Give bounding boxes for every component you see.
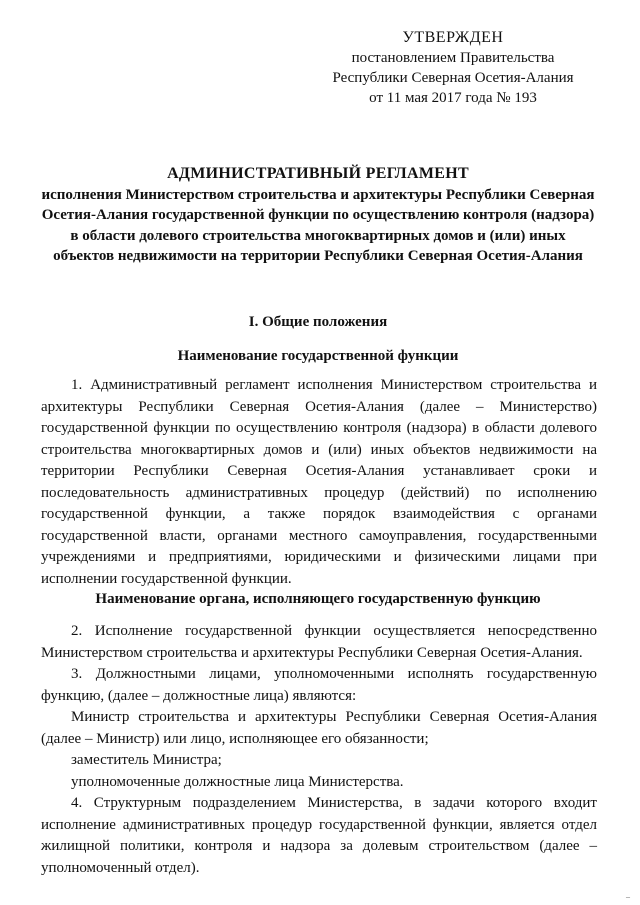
paragraph-3: 3. Должностными лицами, уполномоченными исполнять государственную функцию, (далее – должностные лица) являются: [41, 666, 597, 704]
approval-line-1: постановлением Правительства [351, 50, 555, 66]
scan-mark: – [626, 892, 630, 901]
approval-line-2: Республики Северная Осетия-Алания [332, 70, 574, 86]
paragraph-3-item-minister: Министр строительства и архитектуры Республики Северная Осетия-Алания (далее – Министр) или лицо, исполняющее его обязанности; [41, 709, 597, 747]
subsection-heading-executing-body: Наименование органа, исполняющего государственную функцию [95, 591, 541, 607]
approval-stamp-block [318, 28, 588, 108]
document-title: АДМИНИСТРАТИВНЫЙ РЕГЛАМЕНТ [167, 165, 469, 182]
approval-line-3: от 11 мая 2017 года № 193 [369, 90, 537, 106]
document-subtitle: исполнения Министерством строительства и архитектуры Республики Северная Осетия-Алания государственной функции по осуществлению контроля (надзора) в области долевого строительства многоквартирных домов и (или) иных объектов недвижимости на территории Республики Северная Осетия-Алания [41, 186, 595, 264]
paragraph-1-block [41, 375, 597, 590]
paragraphs-2-4-block [41, 621, 597, 879]
paragraph-1: 1. Административный регламент исполнения Министерством строительства и архитектуры Республики Северная Осетия-Алания (далее – Министерство) государственной функции по осуществлению контроля (надзора) в области долевого строительства многоквартирных домов и (или) иных объектов недвижимости на территории Республики Северная Осетия-Алания устанавливает сроки и последовательность административных процедур (действий) по исполнению государственной функции, а также порядок взаимодействия с органами государственной власти, органами местного самоуправления, государственными учреждениями и предприятиями, юридическими и физическими лицами при исполнении государственной функции. [41, 377, 597, 587]
document-title-block [40, 164, 596, 267]
paragraph-2: 2. Исполнение государственной функции осуществляется непосредственно Министерством строительства и архитектуры Республики Северная Осетия-Алания. [41, 623, 597, 661]
paragraph-3-item-deputy: заместитель Министра; [71, 752, 222, 768]
section-heading-general: I. Общие положения [248, 314, 388, 330]
subsection-heading-function-name: Наименование государственной функции [177, 348, 459, 364]
paragraph-4: 4. Структурным подразделением Министерства, в задачи которого входит исполнение административных процедур государственной функции, является отдел жилищной политики, контроля и надзора за долевым строительством (далее – уполномоченный отдел). [41, 795, 597, 876]
approval-title: УТВЕРЖДЕН [402, 29, 504, 46]
paragraph-3-item-officials: уполномоченные должностные лица Министерства. [71, 773, 404, 790]
